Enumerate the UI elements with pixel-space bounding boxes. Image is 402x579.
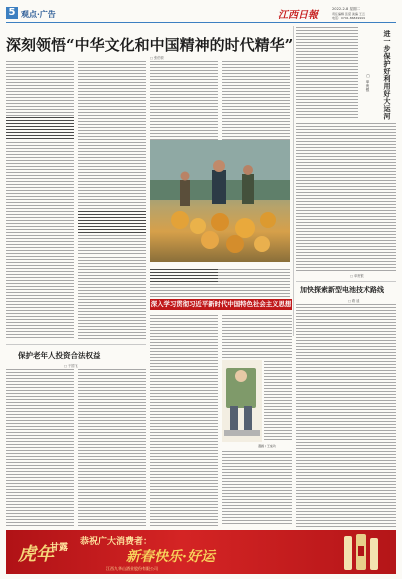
commentary-col-2 <box>222 314 292 358</box>
news-photo <box>150 140 290 262</box>
page-number-box: 5 <box>6 7 18 19</box>
main-article-col-3-quote <box>150 268 218 282</box>
main-article-col-1 <box>6 60 74 340</box>
elderly-investment-col-1 <box>6 368 74 526</box>
elderly-investment-headline: 保护老年人投资合法权益 <box>18 351 101 360</box>
banner: 深入学习贯彻习近平新时代中国特色社会主义思想 <box>150 300 292 308</box>
photo-illustration <box>150 140 290 262</box>
commentary-col-3 <box>222 450 292 526</box>
right-feature-body <box>296 122 396 272</box>
section-name: 观点·广告 <box>21 9 56 19</box>
date-line: 2022-2-8 星期二 <box>332 7 361 11</box>
main-article-col-2-lower <box>78 256 146 340</box>
ad-brand-logo <box>16 536 76 568</box>
main-byline: □ 张伯顿 <box>150 56 164 60</box>
svg-text:虎年: 虎年 <box>18 544 54 565</box>
lower-left-rule <box>6 344 146 345</box>
main-article-col-1-lead <box>6 116 74 140</box>
advertisement <box>6 530 396 574</box>
ad-footer: 江西九华山酒业股份有限公司 <box>106 566 158 571</box>
editorial-cartoon <box>222 360 262 442</box>
ad-logo-art <box>16 536 76 568</box>
battery-article-body <box>296 303 396 528</box>
main-article-col-2-quote <box>78 210 146 234</box>
ad-bottle-image <box>336 532 386 572</box>
header-rule <box>6 22 396 23</box>
battery-headline: 加快探索新型电池技术路线 <box>300 285 384 294</box>
masthead-logo: 江西日報 <box>278 10 318 21</box>
right-feature-title: 进一步保护好利用好大运河 <box>383 30 392 120</box>
battery-byline: □ 路 遥 <box>348 299 360 303</box>
ad-slogan: 新春快乐·好运 <box>126 549 215 565</box>
right-section-rule <box>296 281 396 282</box>
svg-text:甘露: 甘露 <box>50 543 69 553</box>
ad-headline: 恭祝广大消费者： <box>80 537 153 547</box>
header-info-1: 责任编辑 张滢 美编 王云 <box>332 12 365 16</box>
commentary-col-1 <box>150 314 218 526</box>
right-feature-author: □ 单贵银 <box>350 274 364 278</box>
cartoon-side-text <box>264 360 292 440</box>
elderly-investment-byline: □ 于国飞 <box>64 364 78 368</box>
header-info-2: 电话：0791-86849999 <box>332 16 365 20</box>
elderly-investment-col-2 <box>78 368 146 526</box>
column-divider <box>293 26 294 336</box>
right-feature-byline: □ 单贵银 <box>366 74 370 93</box>
main-headline: 深刻领悟“中华文化和中国精神的时代精华” <box>6 36 294 54</box>
right-feature-col <box>296 26 358 120</box>
main-article-col-3 <box>150 60 218 140</box>
cartoon-caption: 漫画 / 王成功 <box>258 444 276 448</box>
